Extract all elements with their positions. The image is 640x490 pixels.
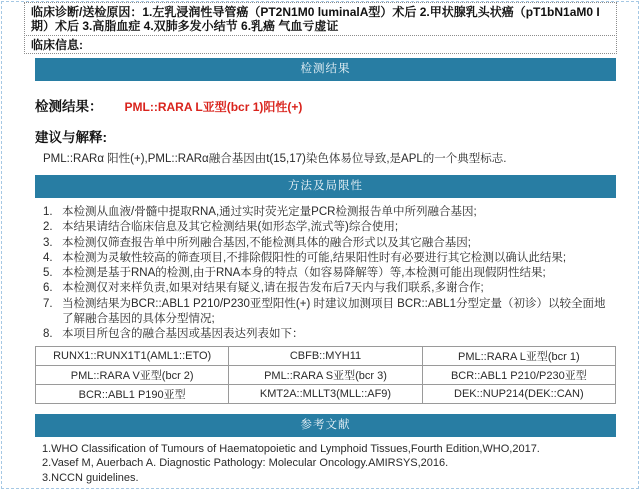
table-cell: BCR::ABL1 P210/P230亚型 (422, 366, 615, 385)
table-cell: DEK::NUP214(DEK::CAN) (422, 385, 615, 404)
method-item-text: 本项目所包含的融合基因或基因表达列表如下： (62, 328, 304, 341)
table-cell: PML::RARA V亚型(bcr 2) (36, 366, 229, 385)
method-item-text: 本检测为灵敏性较高的筛查项目,不排除假阳性的可能,结果阳性时有必要进行其它检测以确认此结果; (62, 251, 567, 264)
section-banner-references: 参考文献 (35, 414, 616, 437)
table-cell: RUNX1::RUNX1T1(AML1::ETO) (36, 347, 229, 366)
reference-item: 3.NCCN guidelines. (42, 471, 139, 484)
method-item (43, 327, 609, 342)
table-row (36, 366, 616, 385)
test-result-label: 检测结果： (35, 99, 103, 114)
method-item-text: 本检测仅筛查报告单中所列融合基因,不能检测具体的融合形式以及其它融合基因; (62, 236, 471, 249)
clinical-info-box (24, 35, 617, 54)
method-item-number: 6. (43, 282, 53, 295)
table-cell: PML::RARA L亚型(bcr 1) (422, 347, 615, 366)
clinical-header (24, 2, 617, 54)
method-item-text: 当检测结果为BCR::ABL1 P210/P230亚型阳性(+) 时建议加测项目 BCR::ABL1分型定量（初诊）以较全面地了解融合基因的具体分型情况; (62, 297, 606, 326)
methods-list (43, 205, 609, 343)
test-result-value: PML::RARA L亚型(bcr 1)阳性(+) (124, 100, 303, 114)
method-item-number: 3. (43, 236, 53, 249)
table-cell: PML::RARA S亚型(bcr 3) (229, 366, 422, 385)
method-item-number: 4. (43, 251, 53, 264)
method-item-number: 8. (43, 328, 53, 341)
method-item (43, 220, 609, 235)
method-item-text: 本检测从血液/骨髓中提取RNA,通过实时荧光定量PCR检测报告单中所列融合基因; (62, 206, 477, 218)
interpretation-text: PML::RARα 阳性(+),PML::RARα融合基因由t(15,17)染色体易位导致,是APL的一个典型标志. (43, 153, 507, 165)
table-row (36, 347, 616, 366)
method-item-number: 1. (43, 206, 53, 218)
method-item (43, 281, 609, 296)
fusion-gene-table (35, 346, 616, 404)
method-item-number: 2. (43, 221, 53, 234)
method-item (43, 205, 609, 220)
references-list (42, 442, 612, 485)
clinical-diagnosis-text: 1.左乳浸润性导管癌（PT2N1M0 luminalA型）术后 2.甲状腺乳头状癌（pT1bN1aM0 I期）术后 3.高脂血症 4.双肺多发小结节 6.乳癌 气血亏虚证 (31, 5, 600, 33)
method-item (43, 266, 609, 281)
clinical-diagnosis-label: 临床诊断/送检原因： (31, 5, 143, 19)
table-cell: BCR::ABL1 P190亚型 (36, 385, 229, 404)
method-item (43, 251, 609, 266)
section-banner-methods-limitations: 方法及局限性 (35, 175, 616, 198)
reference-item: 2.Vasef M, Auerbach A. Diagnostic Pathology: Molecular Oncology.AMIRSYS,2016. (42, 457, 449, 470)
method-item (43, 236, 609, 251)
table-row (36, 385, 616, 404)
method-item-text: 本检测仅对来样负责,如果对结果有疑义,请在报告发布后7天内与我们联系,多谢合作; (62, 282, 484, 295)
method-item-number: 5. (43, 267, 53, 280)
test-result-row (35, 95, 302, 115)
table-cell: KMT2A::MLLT3(MLL::AF9) (229, 385, 422, 404)
clinical-diagnosis-box (24, 2, 617, 36)
section-banner-test-results: 检测结果 (35, 58, 616, 81)
method-item-text: 本检测是基于RNA的检测,由于RNA本身的特点（如容易降解等）等,本检测可能出现假阴性结果; (62, 267, 546, 280)
table-cell: CBFB::MYH11 (229, 347, 422, 366)
method-item-text: 本结果请结合临床信息及其它检测结果(如形态学,流式等)综合使用; (62, 221, 399, 234)
method-item (43, 297, 609, 328)
reference-item: 1.WHO Classification of Tumours of Haematopoietic and Lymphoid Tissues,Fourth Edition,WHO,2017. (42, 443, 540, 455)
interpretation-heading: 建议与解释: (35, 130, 107, 145)
clinical-info-label: 临床信息: (31, 38, 83, 52)
method-item-number: 7. (43, 297, 53, 310)
